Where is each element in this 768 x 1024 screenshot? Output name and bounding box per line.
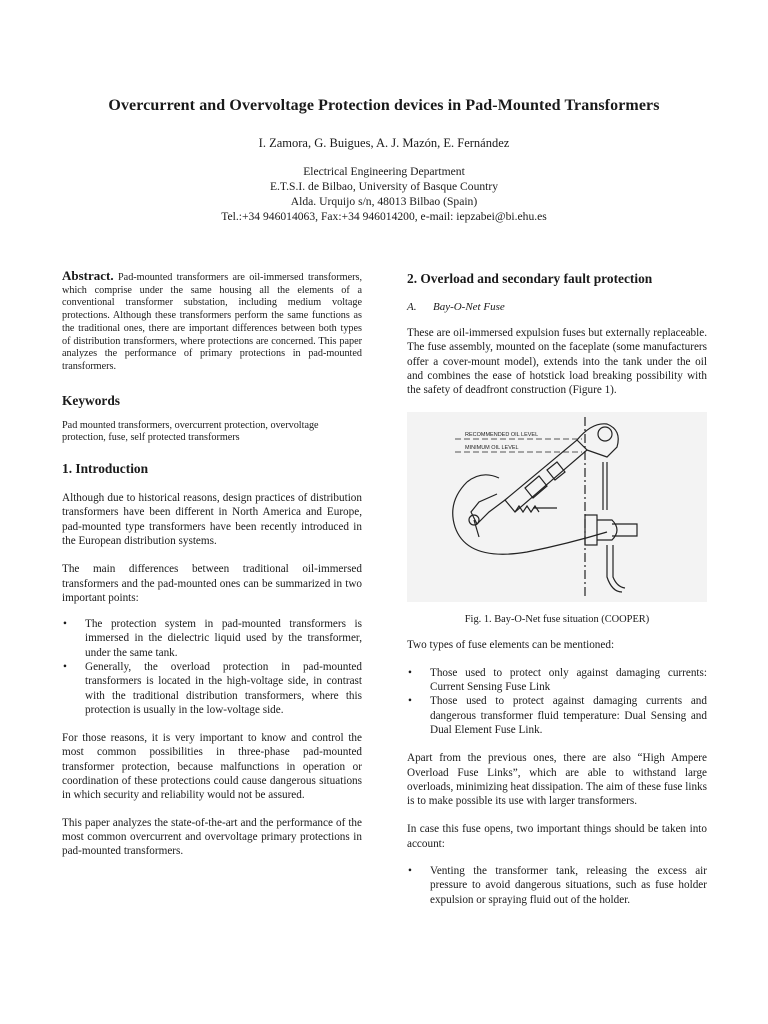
affiliation-department: Electrical Engineering Department [303, 165, 465, 178]
section-2-paragraph-4: In case this fuse opens, two important things should be taken into account: [407, 823, 707, 850]
figure-drawing [407, 412, 707, 602]
section-2-heading: 2. Overload and secondary fault protection [407, 271, 653, 286]
figure-label-minimum-oil-level: MINIMUM OIL LEVEL [465, 445, 519, 452]
affiliation [0, 164, 768, 224]
intro-paragraph-2: The main differences between traditional oil-immersed transformers and the pad-mounted ones can be summarized in two important points: [62, 563, 362, 604]
section-2-paragraph-1: These are oil-immersed expulsion fuses but externally replaceable. The fuse assembly, mounted on the faceplate (some manufacturers offer a cover-mount model), extends into the tank under the oil and combines the ease of hotstick load breaking possibility with the safety of deadfront construction (Figure 1). [407, 327, 707, 397]
figure-bay-o-net [407, 412, 707, 602]
abstract-heading: Abstract. [62, 268, 114, 283]
figure-label-recommended-oil-level: RECOMMENDED OIL LEVEL [465, 432, 539, 439]
list-item: • Those used to protect against damaging currents and dangerous transformer fluid temperature: Dual Sensing and Dual Element Fuse Link. [407, 694, 707, 737]
abstract-text: Pad-mounted transformers are oil-immersed transformers, which comprise under the same housing all the elements of a conventional transformer substation, including medium voltage protections. Although these transformers perform the same functions as the traditional ones, there are important differences between both types of distribution transformers, where protections are concerned. This paper analyzes the performance of primary protections in pad-mounted transformers. [62, 272, 362, 372]
affiliation-contact: Tel.:+34 946014063, Fax:+34 946014200, e-mail: iepzabei@bi.ehu.es [221, 210, 547, 223]
intro-bullet-list [62, 617, 362, 717]
keywords-text: Pad mounted transformers, overcurrent protection, overvoltage protection, fuse, self protected transformers [62, 419, 319, 444]
introduction-heading: 1. Introduction [62, 461, 149, 477]
intro-paragraph-3: For those reasons, it is very important to know and control the most common possibilities in three-phase pad-mounted transformer protection, because malfunctions in operation or coordination of these protections could cause dangerous situations in which security and reliability would not be assured. [62, 732, 362, 802]
intro-paragraph-1: Although due to historical reasons, design practices of distribution transformers have been different in North America and Europe, pad-mounted type transformers have been recently introduced in the European distribution systems. [62, 492, 362, 547]
subsection-a-heading: A. Bay-O-Net Fuse [407, 301, 505, 313]
affiliation-school: E.T.S.I. de Bilbao, University of Basque Country [269, 180, 499, 193]
fuse-open-list [407, 864, 707, 907]
authors: I. Zamora, G. Buigues, A. J. Mazón, E. Fernández [258, 136, 510, 150]
left-column [62, 270, 362, 859]
section-2-paragraph-2: Two types of fuse elements can be mentioned: [407, 639, 615, 652]
list-item: • The protection system in pad-mounted transformers is immersed in the dielectric liquid used by the transformer, under the same tank. [62, 617, 362, 660]
keywords-heading: Keywords [62, 392, 121, 408]
section-2-paragraph-3: Apart from the previous ones, there are also “High Ampere Overload Fuse Links”, which are able to withstand large overloads, minimizing heat dissipation. The aim of these fuse links is to make possible its use with larger transformers. [407, 752, 707, 808]
list-item: • Those used to protect only against damaging currents: Current Sensing Fuse Link [407, 666, 707, 695]
abstract [62, 270, 362, 374]
right-column [407, 270, 707, 907]
intro-paragraph-4: This paper analyzes the state-of-the-art and the performance of the most common overcurrent and overvoltage primary protections in pad-mounted transformers. [62, 816, 362, 858]
paper-title: Overcurrent and Overvoltage Protection devices in Pad-Mounted Transformers [108, 97, 660, 114]
list-item: • Generally, the overload protection in pad-mounted transformers is located in the high-voltage side, in contrast with the traditional distribution transformers, where this protection is usually in the low-voltage side. [62, 660, 362, 717]
list-item: • Venting the transformer tank, releasing the excess air pressure to avoid dangerous situations, such as fuse holder expulsion or spraying fluid out of the holder. [407, 864, 707, 907]
fuse-types-list [407, 666, 707, 737]
figure-caption: Fig. 1. Bay-O-Net fuse situation (COOPER) [464, 614, 650, 626]
affiliation-address: Alda. Urquijo s/n, 48013 Bilbao (Spain) [290, 195, 478, 208]
